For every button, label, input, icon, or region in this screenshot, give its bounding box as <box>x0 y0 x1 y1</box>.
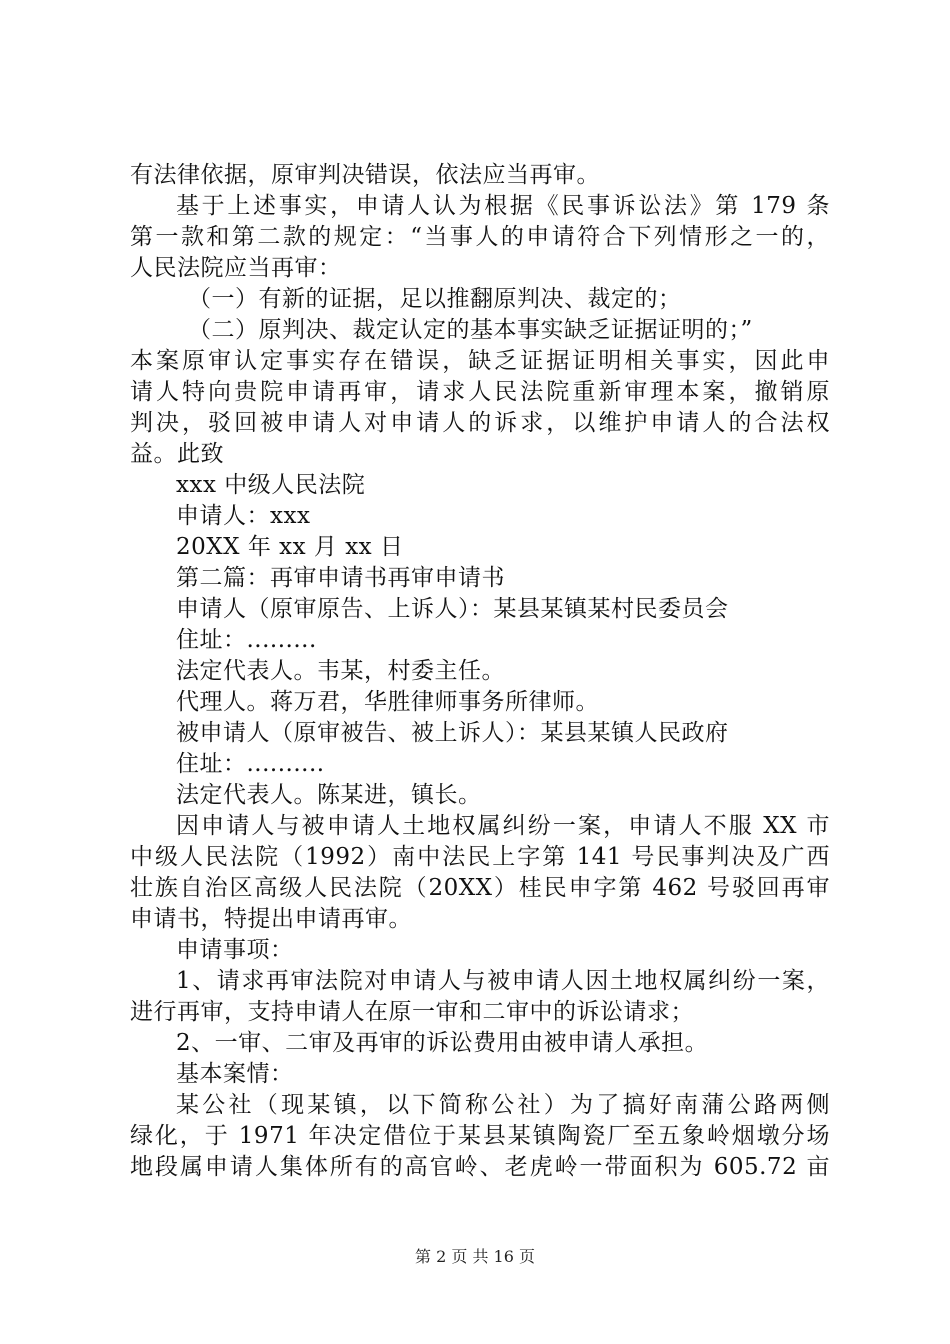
text-line: 某公社（现某镇，以下简称公社）为了搞好南蒲公路两侧 <box>176 1092 830 1118</box>
text-line: 本案原审认定事实存在错误，缺乏证据证明相关事实，因此申 <box>130 348 830 374</box>
text-line: 有法律依据，原审判决错误，依法应当再审。 <box>130 162 600 188</box>
text-line: 人民法院应当再审： <box>130 255 342 281</box>
page-number-footer: 第 2 页 共 16 页 <box>415 1247 535 1266</box>
text-line: 住址：......... <box>176 627 317 653</box>
text-line: 壮族自治区高级人民法院（20XX）桂民申字第 462 号驳回再审 <box>130 875 830 901</box>
text-line: 基于上述事实，申请人认为根据《民事诉讼法》第 179 条 <box>176 193 830 219</box>
list-item: （二）原判决、裁定认定的基本事实缺乏证据证明的；” <box>188 317 753 343</box>
section-heading: 基本案情： <box>176 1061 294 1087</box>
section-heading: 第二篇：再审申请书再审申请书 <box>176 565 505 591</box>
text-line: 申请书，特提出申请再审。 <box>130 906 412 932</box>
text-line: 被申请人（原审被告、被上诉人）：某县某镇人民政府 <box>176 720 729 746</box>
text-line: 请人特向贵院申请再审，请求人民法院重新审理本案，撤销原 <box>130 379 830 405</box>
list-item: 2、一审、二审及再审的诉讼费用由被申请人承担。 <box>176 1030 709 1056</box>
text-line: 益。此致 <box>130 441 224 467</box>
text-line: 住址：.......... <box>176 751 325 777</box>
text-line: 绿化，于 1971 年决定借位于某县某镇陶瓷厂至五象岭烟墩分场 <box>130 1123 830 1149</box>
document-body <box>130 160 830 1183</box>
text-line: 代理人。蒋万君，华胜律师事务所律师。 <box>176 689 599 715</box>
text-line: 第一款和第二款的规定：“当事人的申请符合下列情形之一的， <box>130 224 830 250</box>
text-line: 中级人民法院（1992）南中法民上字第 141 号民事判决及广西 <box>130 844 830 870</box>
signature-date: 20XX 年 xx 月 xx 日 <box>176 534 404 560</box>
text-line: 地段属申请人集体所有的高官岭、老虎岭一带面积为 605.72 亩 <box>130 1154 830 1180</box>
list-item: 1、请求再审法院对申请人与被申请人因土地权属纠纷一案， <box>176 968 830 994</box>
signature-applicant: 申请人：xxx <box>176 503 311 529</box>
text-line: 法定代表人。韦某，村委主任。 <box>176 658 505 684</box>
recipient-court: xxx 中级人民法院 <box>176 472 366 498</box>
text-line: 进行再审，支持申请人在原一审和二审中的诉讼请求； <box>130 999 694 1025</box>
text-line: 申请人（原审原告、上诉人）：某县某镇某村民委员会 <box>176 596 729 622</box>
text-line: 判决，驳回被申请人对申请人的诉求，以维护申请人的合法权 <box>130 410 830 436</box>
text-line: 法定代表人。陈某进，镇长。 <box>176 782 482 808</box>
text-line: 因申请人与被申请人土地权属纠纷一案，申请人不服 XX 市 <box>176 813 830 839</box>
section-heading: 申请事项： <box>176 937 294 963</box>
list-item: （一）有新的证据，足以推翻原判决、裁定的； <box>188 286 682 312</box>
